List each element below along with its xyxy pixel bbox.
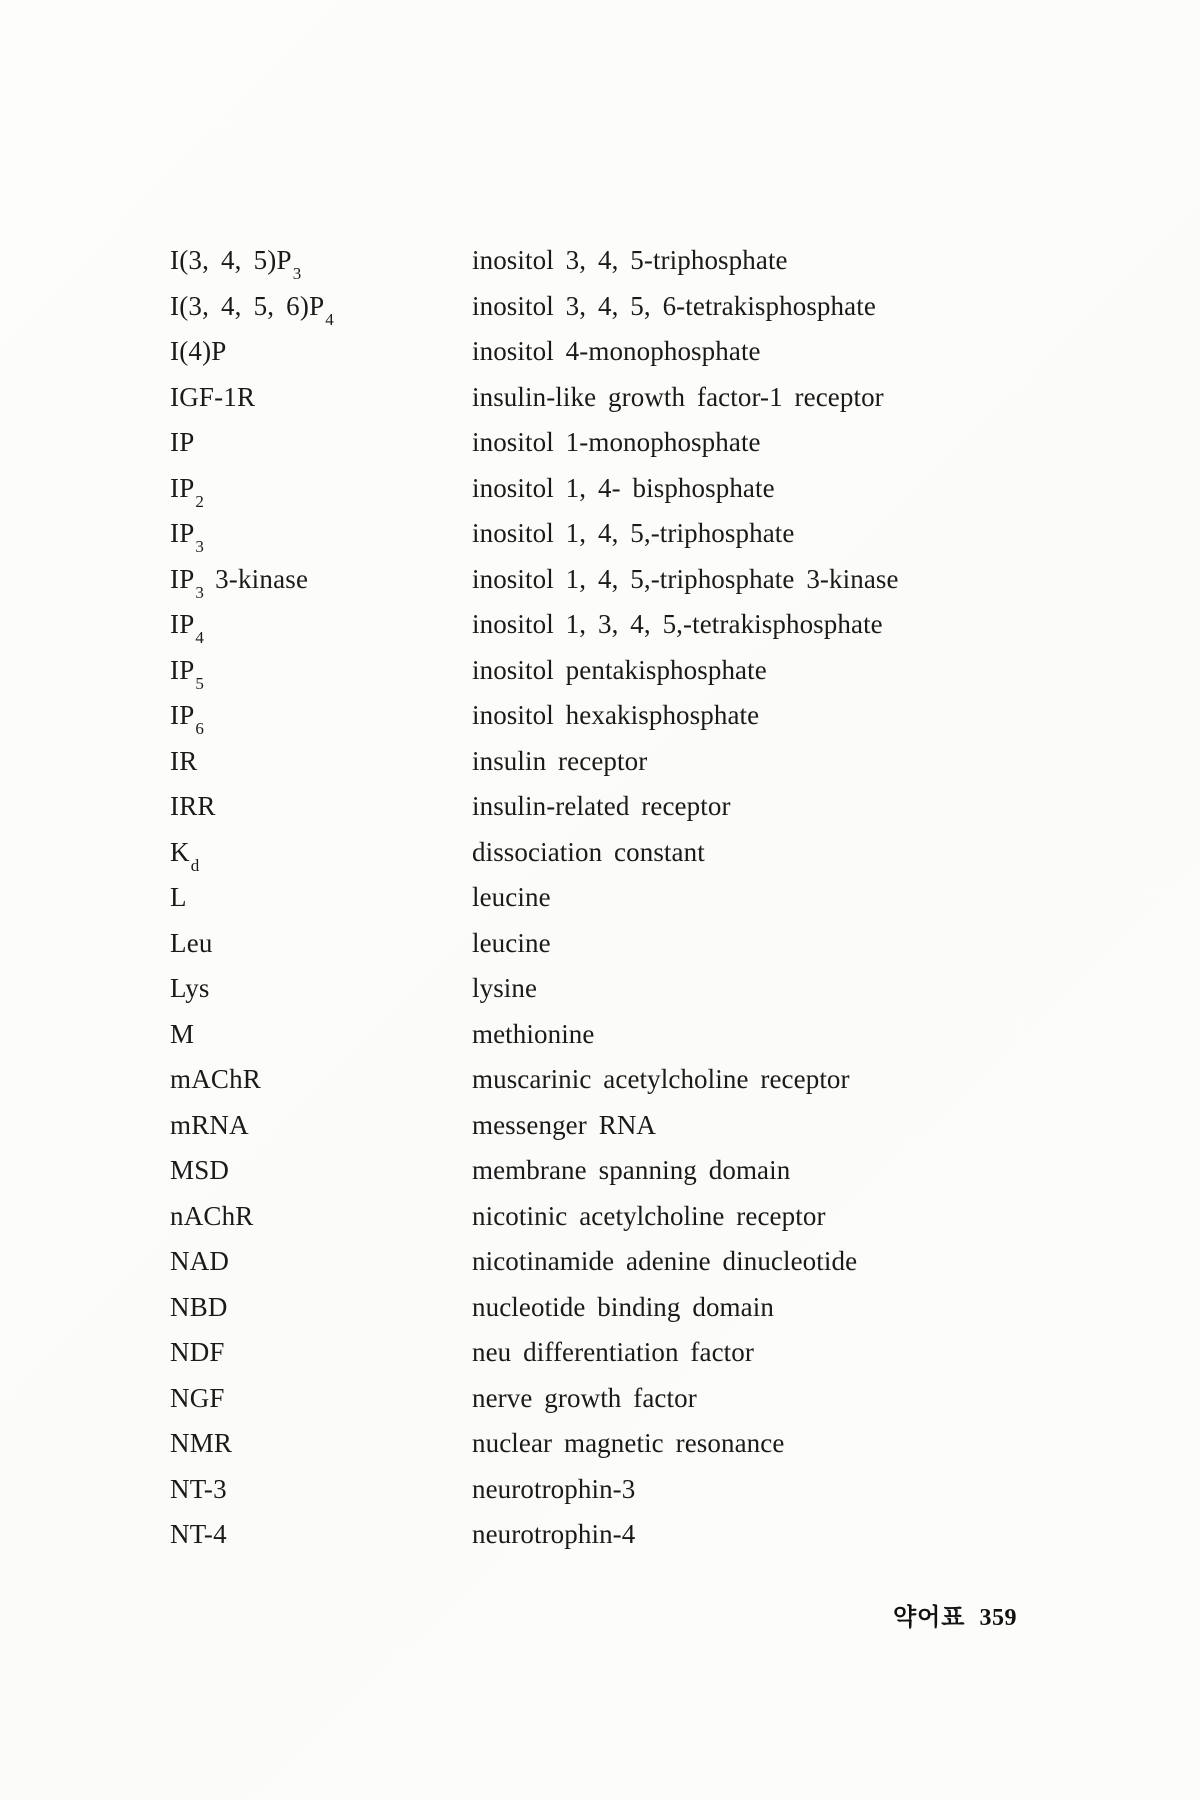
- abbreviation-main: IP: [170, 654, 195, 685]
- glossary-row: [170, 966, 1130, 1012]
- definition: insulin receptor: [472, 745, 648, 776]
- abbreviation: [170, 1330, 472, 1376]
- glossary-row: [170, 1057, 1130, 1103]
- glossary-row: [170, 1512, 1130, 1558]
- glossary-row: [170, 1285, 1130, 1331]
- glossary-row: [170, 784, 1130, 830]
- abbreviation-subscript: 3: [292, 264, 302, 284]
- definition: inositol 1, 4- bisphosphate: [472, 472, 775, 503]
- abbreviation: [170, 284, 472, 330]
- abbreviation-main: NAD: [170, 1246, 230, 1276]
- abbreviation: [170, 966, 472, 1012]
- definition: dissociation constant: [472, 836, 705, 867]
- definition: inositol 1-monophosphate: [472, 427, 761, 457]
- abbreviation-main: M: [170, 1018, 195, 1049]
- abbreviation: [170, 329, 472, 375]
- abbreviation: [170, 1057, 472, 1103]
- abbreviation-main: IRR: [170, 791, 216, 821]
- abbreviation: [170, 1512, 472, 1558]
- abbreviation: [170, 739, 472, 785]
- abbreviation: [170, 1239, 472, 1285]
- abbreviation-main: MSD: [170, 1155, 230, 1185]
- definition: inositol hexakisphosphate: [472, 700, 760, 730]
- abbreviation: [170, 1148, 472, 1194]
- abbreviation: [170, 466, 472, 512]
- definition: leucine: [472, 927, 551, 958]
- glossary-row: [170, 1376, 1130, 1422]
- abbreviation: [170, 784, 472, 830]
- definition: leucine: [472, 882, 551, 912]
- glossary-row: [170, 1239, 1130, 1285]
- abbreviation: [170, 648, 472, 694]
- abbreviation-main: IP: [170, 609, 195, 639]
- abbreviation-main: IP: [170, 563, 195, 594]
- glossary-row: [170, 329, 1130, 375]
- abbreviation-main: mRNA: [170, 1109, 249, 1140]
- abbreviation-subscript: 4: [325, 309, 334, 329]
- footer-page-number: 359: [979, 1605, 1017, 1631]
- abbreviation-main: Lys: [170, 973, 210, 1003]
- glossary-row: [170, 830, 1130, 876]
- abbreviation: [170, 1421, 472, 1467]
- definition: lysine: [472, 973, 538, 1003]
- definition: nicotinamide adenine dinucleotide: [472, 1246, 858, 1276]
- abbreviation-main: IGF-1R: [170, 381, 256, 412]
- abbreviation-main: IP: [170, 427, 195, 457]
- definition: inositol pentakisphosphate: [472, 654, 767, 685]
- abbreviation: [170, 693, 472, 739]
- abbreviation: [170, 875, 472, 921]
- abbreviation-main: I(3, 4, 5, 6)P: [170, 290, 325, 321]
- abbreviation-suffix: 3-kinase: [203, 563, 309, 594]
- abbreviation-subscript: 5: [195, 673, 205, 693]
- definition: neurotrophin-4: [472, 1519, 636, 1549]
- abbreviation-main: Leu: [170, 927, 213, 958]
- abbreviation: [170, 1467, 472, 1513]
- abbreviation-main: mAChR: [170, 1064, 262, 1094]
- glossary-row: [170, 875, 1130, 921]
- abbreviation-subscript: 2: [195, 491, 205, 511]
- definition: messenger RNA: [472, 1109, 657, 1140]
- abbreviation-main: nAChR: [170, 1200, 254, 1231]
- definition: nerve growth factor: [472, 1382, 697, 1413]
- abbreviation: [170, 375, 472, 421]
- abbreviation-main: IP: [170, 472, 195, 503]
- definition: neu differentiation factor: [472, 1337, 754, 1367]
- definition: inositol 1, 4, 5,-triphosphate: [472, 518, 795, 548]
- glossary-row: [170, 693, 1130, 739]
- glossary-row: [170, 1194, 1130, 1240]
- definition: membrane spanning domain: [472, 1155, 791, 1185]
- abbreviation: [170, 921, 472, 967]
- abbreviation: [170, 238, 472, 284]
- definition: nuclear magnetic resonance: [472, 1428, 785, 1458]
- glossary-row: [170, 375, 1130, 421]
- definition: methionine: [472, 1018, 595, 1049]
- glossary-row: [170, 1421, 1130, 1467]
- definition: insulin-like growth factor-1 receptor: [472, 381, 884, 412]
- abbreviation-subscript: 6: [195, 719, 205, 739]
- abbreviation-main: I(4)P: [170, 336, 227, 366]
- abbreviation: [170, 830, 472, 876]
- glossary-row: [170, 921, 1130, 967]
- glossary-row: [170, 1467, 1130, 1513]
- definition: muscarinic acetylcholine receptor: [472, 1064, 850, 1094]
- abbreviation-main: L: [170, 882, 187, 912]
- footer-section-label: 약어표: [892, 1605, 966, 1631]
- glossary-row: [170, 739, 1130, 785]
- abbreviation-main: NBD: [170, 1291, 228, 1322]
- definition: insulin-related receptor: [472, 791, 731, 821]
- definition: neurotrophin-3: [472, 1473, 636, 1504]
- glossary-row: [170, 420, 1130, 466]
- definition: inositol 3, 4, 5-triphosphate: [472, 245, 788, 275]
- glossary-row: [170, 1148, 1130, 1194]
- abbreviation-subscript: 3: [195, 582, 205, 602]
- glossary-row: [170, 466, 1130, 512]
- abbreviation-subscript: 4: [195, 628, 205, 648]
- definition: nucleotide binding domain: [472, 1291, 774, 1322]
- abbreviation: [170, 1285, 472, 1331]
- abbreviation-main: NT-4: [170, 1519, 227, 1549]
- abbreviation: [170, 1376, 472, 1422]
- abbreviation-main: IR: [170, 745, 198, 776]
- glossary-row: [170, 602, 1130, 648]
- glossary-row: [170, 1012, 1130, 1058]
- abbreviation-main: IP: [170, 518, 195, 548]
- abbreviation-main: K: [170, 836, 190, 867]
- page-footer: [893, 1601, 1017, 1635]
- glossary-row: [170, 511, 1130, 557]
- glossary-row: [170, 1330, 1130, 1376]
- abbreviation-subscript: 3: [195, 537, 205, 557]
- abbreviation: [170, 1103, 472, 1149]
- abbreviation-subscript: d: [190, 855, 200, 875]
- abbreviation: [170, 511, 472, 557]
- definition: inositol 1, 4, 5,-triphosphate 3-kinase: [472, 563, 899, 594]
- abbreviation: [170, 602, 472, 648]
- abbreviation-main: NGF: [170, 1382, 225, 1413]
- abbreviation-main: NT-3: [170, 1473, 227, 1504]
- glossary-row: [170, 238, 1130, 284]
- abbreviation-main: NDF: [170, 1337, 225, 1367]
- glossary-list: [170, 238, 1130, 1558]
- definition: inositol 1, 3, 4, 5,-tetrakisphosphate: [472, 609, 883, 639]
- definition: nicotinic acetylcholine receptor: [472, 1200, 826, 1231]
- abbreviation: [170, 420, 472, 466]
- abbreviation-main: I(3, 4, 5)P: [170, 245, 292, 275]
- glossary-row: [170, 1103, 1130, 1149]
- glossary-row: [170, 557, 1130, 603]
- abbreviation-main: NMR: [170, 1428, 233, 1458]
- definition: inositol 4-monophosphate: [472, 336, 761, 366]
- glossary-row: [170, 648, 1130, 694]
- abbreviation: [170, 1012, 472, 1058]
- abbreviation-main: IP: [170, 700, 195, 730]
- abbreviation: [170, 557, 472, 603]
- abbreviation: [170, 1194, 472, 1240]
- glossary-row: [170, 284, 1130, 330]
- definition: inositol 3, 4, 5, 6-tetrakisphosphate: [472, 290, 876, 321]
